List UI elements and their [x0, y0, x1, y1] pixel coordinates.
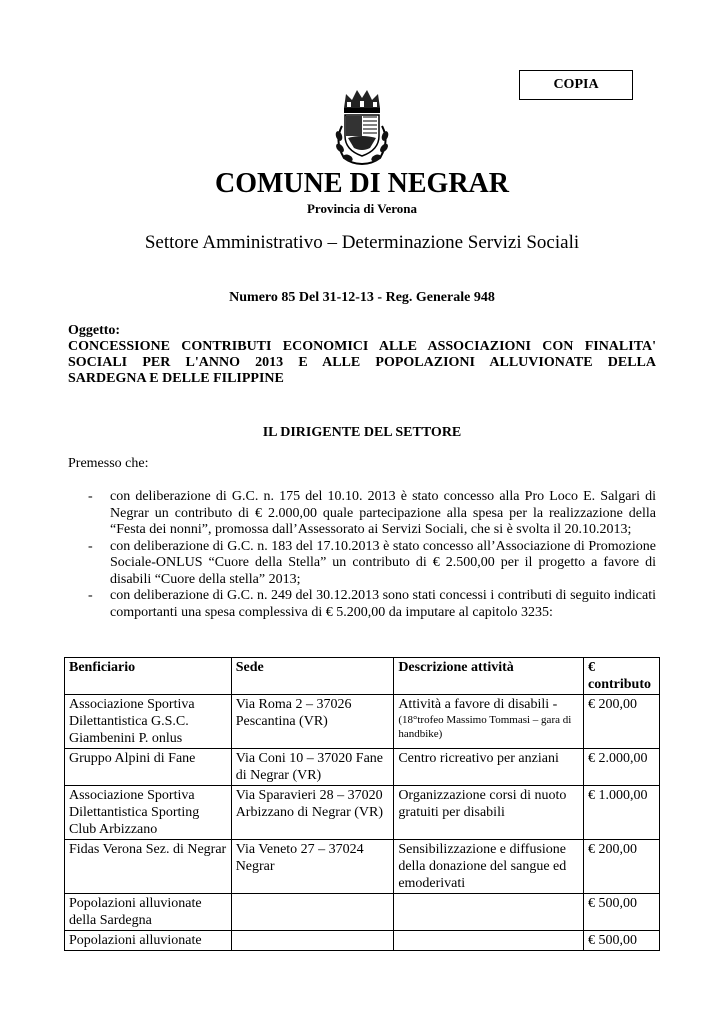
municipality-title: COMUNE DI NEGRAR: [215, 168, 509, 199]
table-row: [65, 931, 660, 951]
premises-list: [88, 489, 656, 621]
cell-beneficiary: Associazione Sportiva Dilettantistica G.S.C. Giambenini P. onlus: [65, 695, 232, 749]
subject-line: SARDEGNA E DELLE FILIPPINE: [68, 371, 284, 386]
table-row: [65, 695, 660, 749]
cell-description: [394, 931, 584, 951]
list-item-text: con deliberazione di G.C. n. 249 del 30.12.2013 sono stati concessi i contributi di seguito indicati comportanti una spesa complessiva di € 5.200,00 da imputare al capitolo 3235:: [110, 588, 656, 620]
intro-text: Premesso che:: [68, 456, 149, 471]
column-header-seat: Sede: [231, 658, 394, 695]
sector-heading: Settore Amministrativo – Determinazione Servizi Sociali: [144, 232, 580, 253]
cell-description: [394, 695, 584, 749]
column-header-description: Descrizione attività: [394, 658, 584, 695]
list-item: [88, 539, 656, 589]
copy-stamp: COPIA: [519, 70, 633, 100]
cell-description: Centro ricreativo per anziani: [394, 749, 584, 786]
bullet-marker: -: [88, 538, 93, 554]
table-row: [65, 749, 660, 786]
table-row: [65, 786, 660, 840]
section-title: IL DIRIGENTE DEL SETTORE: [262, 425, 462, 440]
cell-beneficiary: Popolazioni alluvionate: [65, 931, 232, 951]
cell-amount: € 200,00: [583, 840, 659, 894]
cell-amount: € 500,00: [583, 931, 659, 951]
cell-beneficiary: Popolazioni alluvionate della Sardegna: [65, 894, 232, 931]
bullet-marker: -: [88, 489, 93, 504]
list-item: [88, 489, 656, 539]
column-header-amount: € contributo: [583, 658, 659, 695]
subject-label: Oggetto:: [68, 323, 121, 338]
cell-beneficiary: Gruppo Alpini di Fane: [65, 749, 232, 786]
province-subtitle: Provincia di Verona: [306, 201, 418, 216]
municipal-crest-icon: [330, 86, 394, 168]
table-row: [65, 894, 660, 931]
description-note: (18°trofeo Massimo Tommasi – gara di handbike): [398, 714, 572, 740]
cell-beneficiary: Fidas Verona Sez. di Negrar: [65, 840, 232, 894]
column-header-beneficiary: Benficiario: [65, 658, 232, 695]
cell-amount: € 2.000,00: [583, 749, 659, 786]
list-item-text: con deliberazione di G.C. n. 183 del 17.10.2013 è stato concesso all’Associazione di Promozione Sociale-ONLUS “Cuore della Stella” un contributo di € 2.500,00 per il progetto a favore di disabili “Cuore della stella” 2013;: [110, 538, 656, 587]
list-item-text: con deliberazione di G.C. n. 175 del 10.10. 2013 è stato concesso alla Pro Loco E. Salgari di Negrar un contributo di € 2.000,00 quale partecipazione alla spesa per la realizzazione della “Festa dei nonni”, promossa dall’Assessorato ai Servizi Sociali, che si è svolta il 20.10.2013;: [110, 489, 656, 537]
subject-line: CONCESSIONE CONTRIBUTI ECONOMICI ALLE ASSOCIAZIONI CON FINALITA': [68, 339, 656, 354]
cell-description: Sensibilizzazione e diffusione della donazione del sangue ed emoderivati: [394, 840, 584, 894]
cell-beneficiary: Associazione Sportiva Dilettantistica Sporting Club Arbizzano: [65, 786, 232, 840]
cell-seat: [231, 931, 394, 951]
determination-reference: Numero 85 Del 31-12-13 - Reg. Generale 948: [229, 290, 495, 305]
subject-text: [68, 339, 656, 387]
cell-amount: € 1.000,00: [583, 786, 659, 840]
cell-description: Organizzazione corsi di nuoto gratuiti per disabili: [394, 786, 584, 840]
description-text: Attività a favore di disabili -: [398, 697, 558, 712]
table-row: [65, 840, 660, 894]
cell-amount: € 500,00: [583, 894, 659, 931]
bullet-marker: -: [88, 588, 93, 603]
cell-seat: Via Sparavieri 28 – 37020 Arbizzano di Negrar (VR): [231, 786, 394, 840]
cell-seat: Via Veneto 27 – 37024 Negrar: [231, 840, 394, 894]
contributions-table: [64, 657, 660, 951]
cell-seat: Via Roma 2 – 37026 Pescantina (VR): [231, 695, 394, 749]
table-header-row: [65, 658, 660, 695]
cell-seat: Via Coni 10 – 37020 Fane di Negrar (VR): [231, 749, 394, 786]
subject-line: SOCIALI PER L'ANNO 2013 E ALLE POPOLAZIONI ALLUVIONATE DELLA: [68, 355, 656, 370]
cell-seat: [231, 894, 394, 931]
cell-description: [394, 894, 584, 931]
cell-amount: € 200,00: [583, 695, 659, 749]
list-item: [88, 588, 656, 621]
